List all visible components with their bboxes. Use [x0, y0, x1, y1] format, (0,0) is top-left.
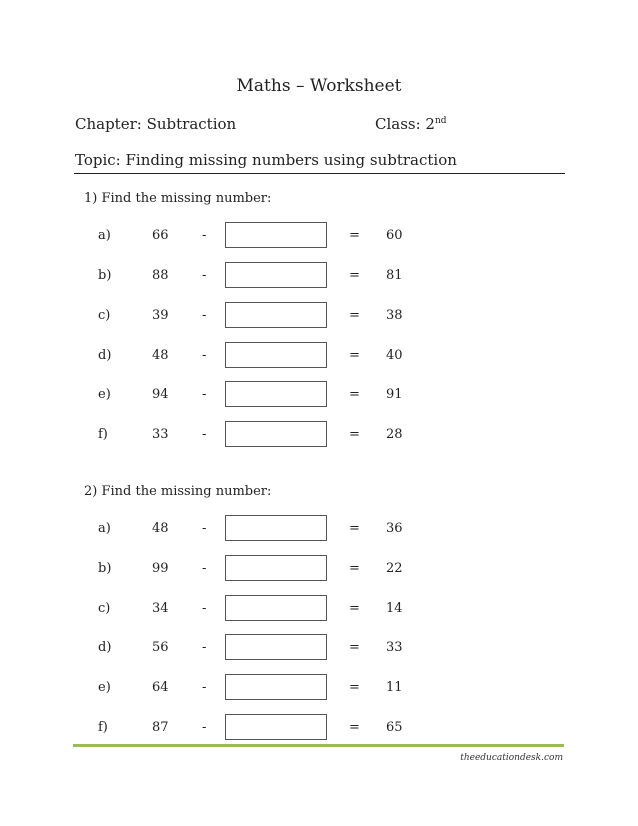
result: 65	[386, 720, 403, 735]
result: 38	[386, 308, 403, 323]
row-label: e)	[98, 680, 111, 695]
minuend: 64	[152, 680, 169, 695]
minuend: 99	[152, 561, 169, 576]
answer-box[interactable]	[225, 634, 327, 660]
result: 91	[386, 387, 403, 402]
question-row	[0, 302, 638, 330]
question-row	[0, 381, 638, 409]
question-row	[0, 515, 638, 543]
row-label: c)	[98, 601, 111, 616]
answer-box[interactable]	[225, 421, 327, 447]
row-label: d)	[98, 640, 112, 655]
result: 11	[386, 680, 403, 695]
equals-sign: =	[349, 601, 360, 616]
question-row	[0, 555, 638, 583]
answer-box[interactable]	[225, 342, 327, 368]
minuend: 87	[152, 720, 169, 735]
result: 28	[386, 427, 403, 442]
minus-sign: -	[202, 387, 207, 402]
result: 33	[386, 640, 403, 655]
minus-sign: -	[202, 268, 207, 283]
equals-sign: =	[349, 228, 360, 243]
minus-sign: -	[202, 427, 207, 442]
answer-box[interactable]	[225, 302, 327, 328]
question-row	[0, 714, 638, 742]
topic-divider	[74, 173, 565, 174]
equals-sign: =	[349, 521, 360, 536]
minus-sign: -	[202, 308, 207, 323]
equals-sign: =	[349, 680, 360, 695]
result: 36	[386, 521, 403, 536]
row-label: a)	[98, 521, 111, 536]
answer-box[interactable]	[225, 262, 327, 288]
minuend: 66	[152, 228, 169, 243]
answer-box[interactable]	[225, 381, 327, 407]
footer-source: theeducationdesk.com	[460, 753, 563, 763]
question-row	[0, 222, 638, 250]
question-1-heading: 1) Find the missing number:	[84, 191, 272, 206]
row-label: f)	[98, 720, 108, 735]
equals-sign: =	[349, 561, 360, 576]
minus-sign: -	[202, 601, 207, 616]
equals-sign: =	[349, 720, 360, 735]
minus-sign: -	[202, 680, 207, 695]
row-label: c)	[98, 308, 111, 323]
minus-sign: -	[202, 228, 207, 243]
minus-sign: -	[202, 521, 207, 536]
row-label: a)	[98, 228, 111, 243]
row-label: e)	[98, 387, 111, 402]
minus-sign: -	[202, 561, 207, 576]
question-row	[0, 634, 638, 662]
equals-sign: =	[349, 640, 360, 655]
equals-sign: =	[349, 308, 360, 323]
answer-box[interactable]	[225, 674, 327, 700]
minuend: 33	[152, 427, 169, 442]
result: 60	[386, 228, 403, 243]
question-row	[0, 262, 638, 290]
equals-sign: =	[349, 387, 360, 402]
result: 40	[386, 348, 403, 363]
result: 81	[386, 268, 403, 283]
result: 14	[386, 601, 403, 616]
answer-box[interactable]	[225, 515, 327, 541]
row-label: b)	[98, 268, 112, 283]
question-2-heading: 2) Find the missing number:	[84, 484, 272, 499]
answer-box[interactable]	[225, 555, 327, 581]
chapter-label: Chapter: Subtraction	[75, 115, 237, 133]
minuend: 48	[152, 521, 169, 536]
question-row	[0, 595, 638, 623]
minuend: 48	[152, 348, 169, 363]
minus-sign: -	[202, 348, 207, 363]
row-label: b)	[98, 561, 112, 576]
answer-box[interactable]	[225, 714, 327, 740]
answer-box[interactable]	[225, 595, 327, 621]
result: 22	[386, 561, 403, 576]
minuend: 39	[152, 308, 169, 323]
row-label: f)	[98, 427, 108, 442]
equals-sign: =	[349, 348, 360, 363]
question-row	[0, 342, 638, 370]
class-superscript: nd	[434, 116, 447, 126]
question-row	[0, 674, 638, 702]
minus-sign: -	[202, 640, 207, 655]
minuend: 56	[152, 640, 169, 655]
worksheet-title: Maths – Worksheet	[236, 76, 402, 96]
topic-label: Topic: Finding missing numbers using subtraction	[75, 151, 457, 169]
row-label: d)	[98, 348, 112, 363]
minuend: 34	[152, 601, 169, 616]
minuend: 88	[152, 268, 169, 283]
equals-sign: =	[349, 427, 360, 442]
minuend: 94	[152, 387, 169, 402]
question-row	[0, 421, 638, 449]
answer-box[interactable]	[225, 222, 327, 248]
class-label	[375, 115, 447, 133]
class-text: Class: 2	[375, 115, 435, 133]
minus-sign: -	[202, 720, 207, 735]
footer-divider	[73, 744, 564, 747]
equals-sign: =	[349, 268, 360, 283]
